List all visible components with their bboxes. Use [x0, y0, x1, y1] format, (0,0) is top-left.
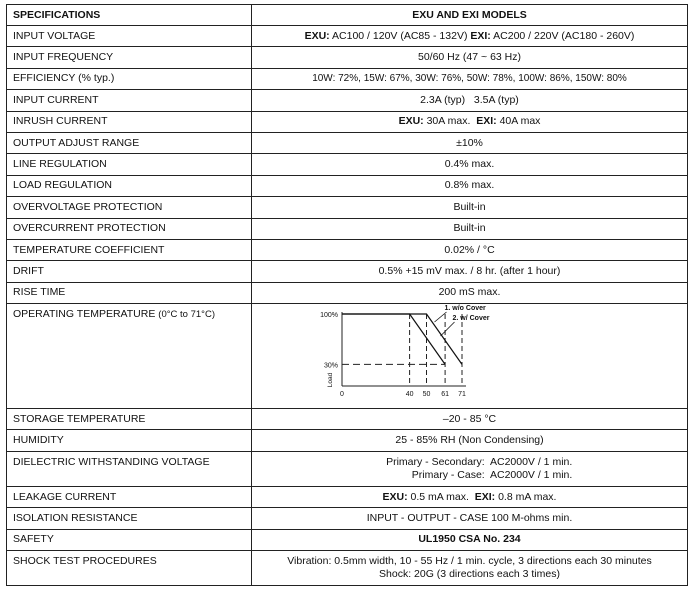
exu-tag: EXU:: [382, 490, 408, 503]
table-row: [7, 261, 688, 282]
row-label: [7, 304, 252, 409]
input-voltage-value: [252, 26, 688, 47]
x-tick-label: 0: [340, 391, 344, 399]
row-value: 200 mS max.: [252, 282, 688, 303]
table-row: [7, 451, 688, 486]
row-label: OVERVOLTAGE PROTECTION: [7, 197, 252, 218]
exu-value: AC100 / 120V (AC85 - 132V): [332, 29, 468, 42]
x-tick-label: 50: [422, 391, 431, 399]
exi-tag: EXI:: [476, 115, 497, 128]
exi-value: AC200 / 220V (AC180 - 260V): [493, 29, 635, 42]
derating-chart-cell: [252, 304, 688, 409]
row-label: STORAGE TEMPERATURE: [7, 409, 252, 430]
series-line-1: [342, 314, 462, 364]
row-value: 0.5% +15 mV max. / 8 hr. (after 1 hour): [252, 261, 688, 282]
shock-value: [252, 551, 688, 586]
table-row: [7, 197, 688, 218]
table-row: [7, 26, 688, 47]
row-value: INPUT - OUTPUT - CASE 100 M-ohms min.: [252, 508, 688, 529]
efficiency-note: (% typ.): [78, 72, 115, 85]
row-value: ±10%: [252, 132, 688, 153]
table-row: [7, 486, 688, 507]
row-label: RISE TIME: [7, 282, 252, 303]
dielectric-lines: [367, 456, 573, 482]
line-key: Primary - Case:: [411, 468, 485, 481]
table-row: [7, 111, 688, 132]
exu-tag: EXU:: [304, 29, 330, 42]
row-label: SHOCK TEST PROCEDURES: [7, 551, 252, 586]
line-value: AC2000V / 1 min.: [489, 468, 573, 481]
x-tick-label: 61: [441, 391, 449, 399]
exi-tag: EXI:: [474, 490, 496, 503]
dielectric-line-1: [367, 456, 573, 469]
table-row: [7, 282, 688, 303]
y-tick-label: 30%: [323, 362, 338, 370]
row-label: DRIFT: [7, 261, 252, 282]
derating-chart: [312, 304, 562, 404]
dielectric-value: [252, 451, 688, 486]
table-row: [7, 90, 688, 111]
chart-root: [320, 305, 490, 398]
table-row: [7, 218, 688, 239]
specifications-table: [6, 4, 688, 586]
table-row: [7, 47, 688, 68]
row-label: LEAKAGE CURRENT: [7, 486, 252, 507]
table-row: [7, 508, 688, 529]
exu-value: 0.5 mA max.: [410, 490, 469, 503]
table-row: [7, 154, 688, 175]
row-label: INPUT FREQUENCY: [7, 47, 252, 68]
table-row: [7, 175, 688, 196]
row-value: 0.02% / °C: [252, 239, 688, 260]
row-value: 25 - 85% RH (Non Condensing): [252, 430, 688, 451]
exi-tag: EXI:: [470, 29, 491, 42]
table-row: [7, 409, 688, 430]
legend-label-1: 1. w/o Cover: [444, 305, 486, 313]
row-value: 10W: 72%, 15W: 67%, 30W: 76%, 50W: 78%, 100W: 86%, 150W: 80%: [252, 68, 688, 89]
series-line-2: [342, 314, 445, 364]
row-label: OVERCURRENT PROTECTION: [7, 218, 252, 239]
table-row: [7, 239, 688, 260]
line-value: AC2000V / 1 min.: [489, 455, 573, 468]
leakage-value: [252, 486, 688, 507]
row-label: INPUT VOLTAGE: [7, 26, 252, 47]
table-row-operating-temperature: [7, 304, 688, 409]
row-value: –20 - 85 °C: [252, 409, 688, 430]
efficiency-label: EFFICIENCY: [13, 72, 76, 85]
row-label: SAFETY: [7, 529, 252, 550]
header-models: EXU AND EXI MODELS: [252, 5, 688, 26]
row-value: 50/60 Hz (47 ~ 63 Hz): [252, 47, 688, 68]
row-value: 0.8% max.: [252, 175, 688, 196]
table-row: [7, 430, 688, 451]
table-header-row: [7, 5, 688, 26]
row-label: INRUSH CURRENT: [7, 111, 252, 132]
table-row: [7, 68, 688, 89]
exu-tag: EXU:: [398, 115, 424, 128]
row-label: [7, 68, 252, 89]
row-value: UL1950 CSA No. 234: [252, 529, 688, 550]
row-value: 0.4% max.: [252, 154, 688, 175]
header-specifications: SPECIFICATIONS: [7, 5, 252, 26]
shock-line-1: Vibration: 0.5mm width, 10 - 55 Hz / 1 min. cycle, 3 directions each 30 minutes: [287, 555, 652, 568]
row-label: ISOLATION RESISTANCE: [7, 508, 252, 529]
row-label: LOAD REGULATION: [7, 175, 252, 196]
exu-value: 30A max.: [426, 115, 471, 128]
y-axis-label: Load: [327, 372, 334, 388]
dielectric-line-2: [367, 469, 573, 482]
table-row: [7, 529, 688, 550]
shock-line-2: Shock: 20G (3 directions each 3 times): [379, 568, 560, 581]
operating-temp-note: (0°C to 71°C): [158, 309, 215, 321]
line-key: Primary - Secondary:: [386, 455, 485, 468]
operating-temp-label: OPERATING TEMPERATURE: [13, 308, 156, 321]
row-label: LINE REGULATION: [7, 154, 252, 175]
row-label: TEMPERATURE COEFFICIENT: [7, 239, 252, 260]
inrush-current-value: [252, 111, 688, 132]
y-tick-label: 100%: [320, 312, 338, 320]
exi-value: 0.8 mA max.: [498, 490, 557, 503]
exi-value: 40A max: [499, 115, 541, 128]
table-row: [7, 551, 688, 586]
table-row: [7, 132, 688, 153]
row-label: HUMIDITY: [7, 430, 252, 451]
row-value: 2.3A (typ) 3.5A (typ): [252, 90, 688, 111]
row-value: Built-in: [252, 197, 688, 218]
row-label: OUTPUT ADJUST RANGE: [7, 132, 252, 153]
row-label: INPUT CURRENT: [7, 90, 252, 111]
row-label: DIELECTRIC WITHSTANDING VOLTAGE: [7, 451, 252, 486]
legend-label-2: 2. w/ Cover: [452, 315, 490, 323]
legend-leader-2: [441, 322, 455, 336]
row-value: Built-in: [252, 218, 688, 239]
x-tick-label: 40: [405, 391, 414, 399]
x-tick-label: 71: [458, 391, 466, 399]
